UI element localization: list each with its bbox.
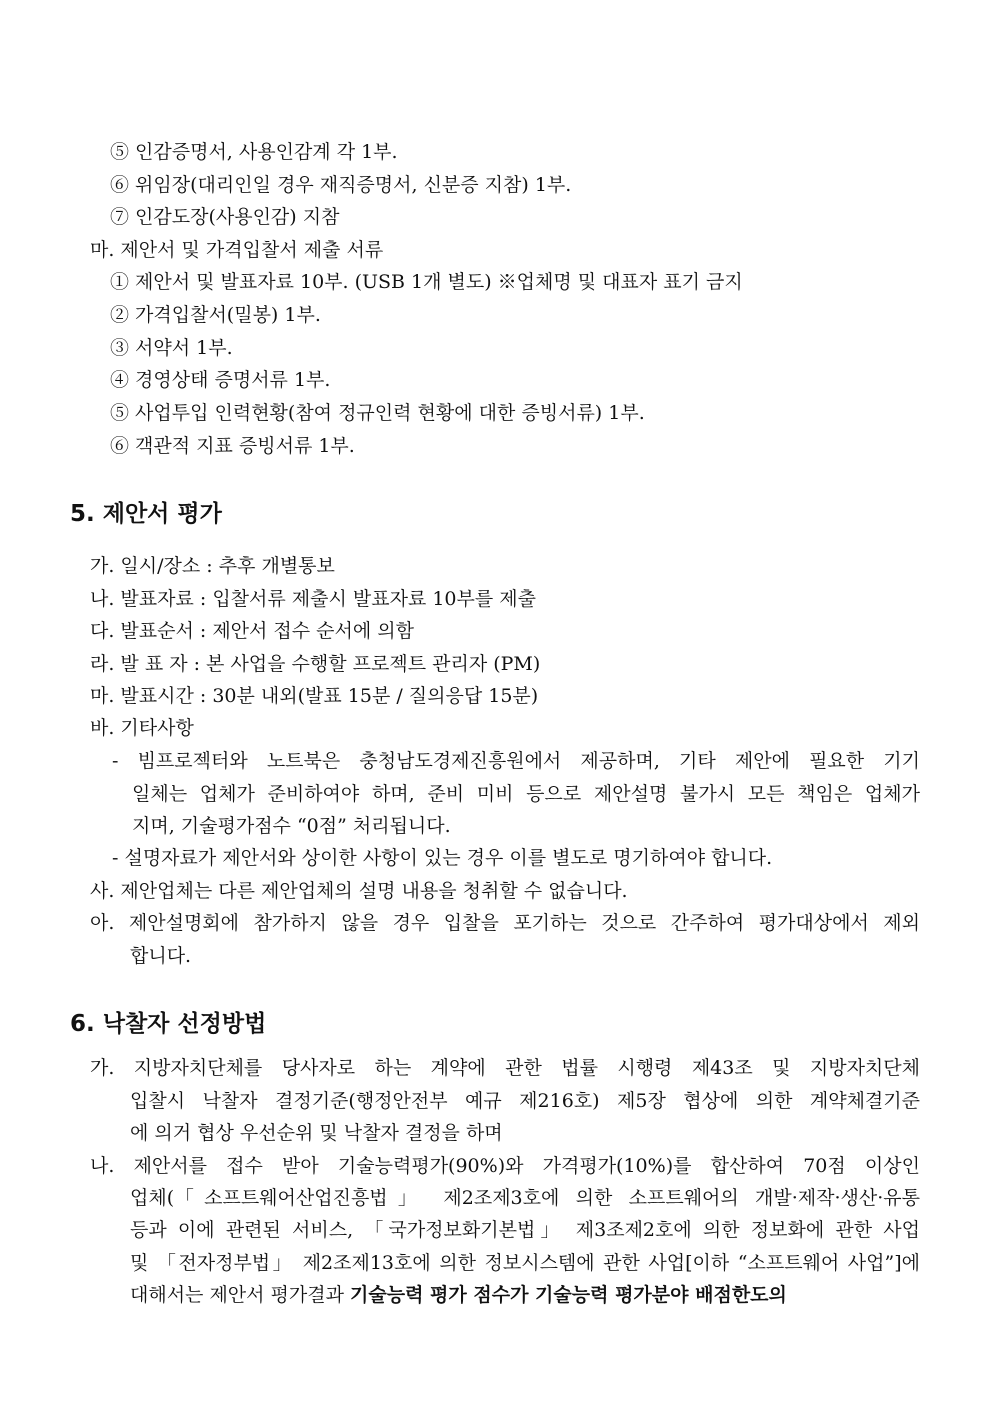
list-item: 가. 지방자치단체를 당사자로 하는 계약에 관한 법률 시행령 제43조 및 지방자치단체 bbox=[90, 1057, 920, 1079]
etc-bullet-line: - 빔프로젝터와 노트북은 충청남도경제진흥원에서 제공하며, 기타 제안에 필요한 기기 bbox=[112, 750, 920, 772]
list-item: ⑤ 사업투입 인력현황(참여 정규인력 현황에 대한 증빙서류) 1부. bbox=[110, 402, 645, 424]
list-item-continuation: 에 의거 협상 우선순위 및 낙찰자 결정을 하며 bbox=[130, 1122, 503, 1144]
section-5-title: 5. 제안서 평가 bbox=[70, 501, 222, 527]
list-item: 나. 제안서를 접수 받아 기술능력평가(90%)와 가격평가(10%)를 합산하여 70점 이상인 bbox=[90, 1155, 920, 1177]
etc-bullet-line: - 설명자료가 제안서와 상이한 사항이 있는 경우 이를 별도로 명기하여야 합니다. bbox=[112, 847, 773, 869]
section-6-title: 6. 낙찰자 선정방법 bbox=[70, 1011, 267, 1037]
list-item: ① 제안서 및 발표자료 10부. (USB 1개 별도) ※업체명 및 대표자 표기 금지 bbox=[110, 271, 743, 293]
list-item: 사. 제안업체는 다른 제안업체의 설명 내용을 청취할 수 없습니다. bbox=[90, 880, 628, 902]
list-item: ⑥ 객관적 지표 증빙서류 1부. bbox=[110, 435, 355, 457]
list-item-continuation: 합니다. bbox=[130, 945, 192, 967]
list-item-continuation: 입찰시 낙찰자 결정기준(행정안전부 예규 제216호) 제5장 협상에 의한 계약체결기준 bbox=[130, 1090, 920, 1112]
list-item: ④ 경영상태 증명서류 1부. bbox=[110, 369, 331, 391]
list-item: ③ 서약서 1부. bbox=[110, 337, 233, 359]
list-item: 가. 일시/장소 : 추후 개별통보 bbox=[90, 555, 335, 577]
list-item: 바. 기타사항 bbox=[90, 717, 194, 739]
etc-bullet-line: 일체는 업체가 준비하여야 하며, 준비 미비 등으로 제안설명 불가시 모든 책임은 업체가 bbox=[132, 783, 920, 805]
plain-text: 대해서는 제안서 평가결과 bbox=[130, 1284, 351, 1306]
emphasized-text: 기술능력 평가 점수가 기술능력 평가분야 배점한도의 bbox=[350, 1284, 787, 1306]
item-ma-label: 마. 제안서 및 가격입찰서 제출 서류 bbox=[90, 239, 384, 261]
list-item: 라. 발 표 자 : 본 사업을 수행할 프로젝트 관리자 (PM) bbox=[90, 653, 541, 675]
list-item-continuation bbox=[130, 1283, 920, 1307]
list-item: 아. 제안설명회에 참가하지 않을 경우 입찰을 포기하는 것으로 간주하여 평가대상에서 제외 bbox=[90, 912, 920, 934]
list-item: ⑦ 인감도장(사용인감) 지참 bbox=[110, 206, 340, 228]
list-item-continuation: 업체(「소프트웨어산업진흥법」 제2조제3호에 의한 소프트웨어의 개발·제작·생산·유통 bbox=[130, 1187, 920, 1209]
list-item: ⑥ 위임장(대리인일 경우 재직증명서, 신분증 지참) 1부. bbox=[110, 174, 572, 196]
list-item: ⑤ 인감증명서, 사용인감계 각 1부. bbox=[110, 141, 398, 163]
list-item-continuation: 및 「전자정부법」 제2조제13호에 의한 정보시스템에 관한 사업[이하 “소프트웨어 사업”]에 bbox=[130, 1252, 920, 1274]
list-item: 나. 발표자료 : 입찰서류 제출시 발표자료 10부를 제출 bbox=[90, 588, 536, 610]
etc-bullet-line: 지며, 기술평가점수 “0점” 처리됩니다. bbox=[132, 815, 451, 837]
list-item: ② 가격입찰서(밀봉) 1부. bbox=[110, 304, 321, 326]
list-item: 다. 발표순서 : 제안서 접수 순서에 의함 bbox=[90, 620, 414, 642]
list-item: 마. 발표시간 : 30분 내외(발표 15분 / 질의응답 15분) bbox=[90, 685, 539, 707]
list-item-continuation: 등과 이에 관련된 서비스, 「국가정보화기본법」 제3조제2호에 의한 정보화에 관한 사업 bbox=[130, 1219, 920, 1241]
